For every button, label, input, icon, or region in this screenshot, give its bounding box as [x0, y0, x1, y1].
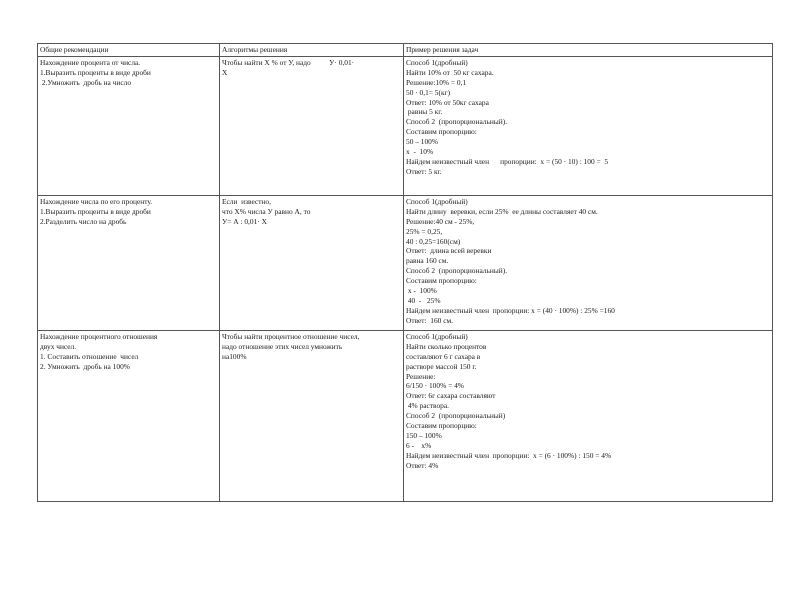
- text-line: 2.Разделить число на дробь: [40, 216, 127, 226]
- recommendations-table: [37, 43, 773, 502]
- text-line: Составим пропорцию:: [406, 127, 477, 137]
- text-line: Найдем неизвестный член пропорции: х = (40 · 100%) : 25% =160: [406, 305, 615, 315]
- text-line: равны 5 кг.: [406, 107, 443, 117]
- algorithm-cell: [220, 195, 404, 330]
- text-line: Способ 2 (пропорциональный).: [406, 266, 508, 276]
- text-line: 150 – 100%: [406, 430, 442, 440]
- general-cell: [38, 330, 220, 501]
- text-line: равна 160 см.: [406, 256, 449, 266]
- text-line: Составим пропорцию:: [406, 276, 477, 286]
- text-line: 1.Выразить проценты в виде дроби: [40, 206, 151, 216]
- general-cell: [38, 56, 220, 195]
- text-line: Способ 1(дробный): [406, 331, 468, 341]
- example-cell: [404, 56, 773, 195]
- text-line: Способ 2 (пропорциональный): [406, 411, 506, 421]
- algorithm-cell: [220, 56, 404, 195]
- header-row: [38, 44, 773, 57]
- text-line: 1. Составить отношение чисел: [40, 351, 139, 361]
- text-line: Найти сколько процентов: [406, 341, 487, 351]
- text-line: х - 10%: [406, 147, 434, 157]
- text-line: Если известно,: [222, 196, 271, 206]
- text-line: двух чисел.: [40, 341, 77, 351]
- text-line: Составим пропорцию:: [406, 421, 477, 431]
- text-line: Ответ: 4%: [406, 460, 439, 470]
- text-line: надо отношение этих чисел умножить: [222, 341, 343, 351]
- header-example: Пример решения задач: [404, 44, 773, 57]
- text-line: Найдем неизвестный член пропорции: х = (50 · 10) : 100 = 5: [406, 156, 609, 166]
- text-line: растворе массой 150 г.: [406, 361, 477, 371]
- text-line: Ответ: 10% от 50кг сахара: [406, 97, 489, 107]
- text-line: х - 100%: [406, 286, 437, 296]
- text-line: У= А : 0,01· Х: [222, 216, 267, 226]
- text-line: Найдем неизвестный член пропорции: х = (6 · 100%) : 150 = 4%: [406, 450, 612, 460]
- header-algorithm: Алгоритмы решения: [220, 44, 404, 57]
- text-line: Решение:40 см - 25%,: [406, 216, 475, 226]
- text-line: Чтобы найти Х % от У, надо У· 0,01·: [222, 57, 355, 67]
- text-line: 40 - 25%: [406, 295, 441, 305]
- text-line: составляют 6 г сахара в: [406, 351, 481, 361]
- text-line: 2.Умножить дробь на число: [40, 77, 132, 87]
- text-line: Ответ: 5 кг.: [406, 166, 442, 176]
- text-line: 50 – 100%: [406, 137, 439, 147]
- text-line: 4% раствора.: [406, 401, 449, 411]
- text-line: 50 · 0,1= 5(кг): [406, 87, 451, 97]
- table-row: [38, 195, 773, 330]
- text-line: Способ 2 (пропорциональный).: [406, 117, 508, 127]
- algorithm-cell: [220, 330, 404, 501]
- text-line: Решение:: [406, 371, 436, 381]
- text-line: Ответ: 160 см.: [406, 315, 454, 325]
- text-line: Способ 1(дробный): [406, 57, 468, 67]
- general-cell: [38, 195, 220, 330]
- text-line: что Х% числа У равно А, то: [222, 206, 311, 216]
- example-cell: [404, 195, 773, 330]
- example-cell: [404, 330, 773, 501]
- table-row: [38, 330, 773, 501]
- text-line: Ответ: 6г сахара составляют: [406, 391, 496, 401]
- table-row: [38, 56, 773, 195]
- text-line: 6/150 · 100% = 4%: [406, 381, 464, 391]
- text-line: 25% = 0,25,: [406, 226, 443, 236]
- text-line: Найти 10% от 50 кг сахара.: [406, 67, 494, 77]
- text-line: на100%: [222, 351, 247, 361]
- text-line: 6 - х%: [406, 440, 432, 450]
- text-line: Чтобы найти процентное отношение чисел,: [222, 331, 360, 341]
- text-line: Нахождение процента от числа.: [40, 57, 141, 67]
- text-line: Способ 1(дробный): [406, 196, 468, 206]
- header-general: Общие рекомендации: [38, 44, 220, 57]
- text-line: Найти длину веревки, если 25% ее длины составляет 40 см.: [406, 206, 598, 216]
- text-line: 1.Выразить проценты в виде дроби: [40, 67, 151, 77]
- text-line: Нахождение числа по его проценту.: [40, 196, 153, 206]
- text-line: 2. Умножить дробь на 100%: [40, 361, 130, 371]
- text-line: Решение:10% = 0,1: [406, 77, 467, 87]
- text-line: Нахождение процентного отношения: [40, 331, 158, 341]
- text-line: Х: [222, 67, 228, 77]
- text-line: Ответ: длина всей веревки: [406, 246, 492, 256]
- text-line: 40 : 0,25=160(см): [406, 236, 461, 246]
